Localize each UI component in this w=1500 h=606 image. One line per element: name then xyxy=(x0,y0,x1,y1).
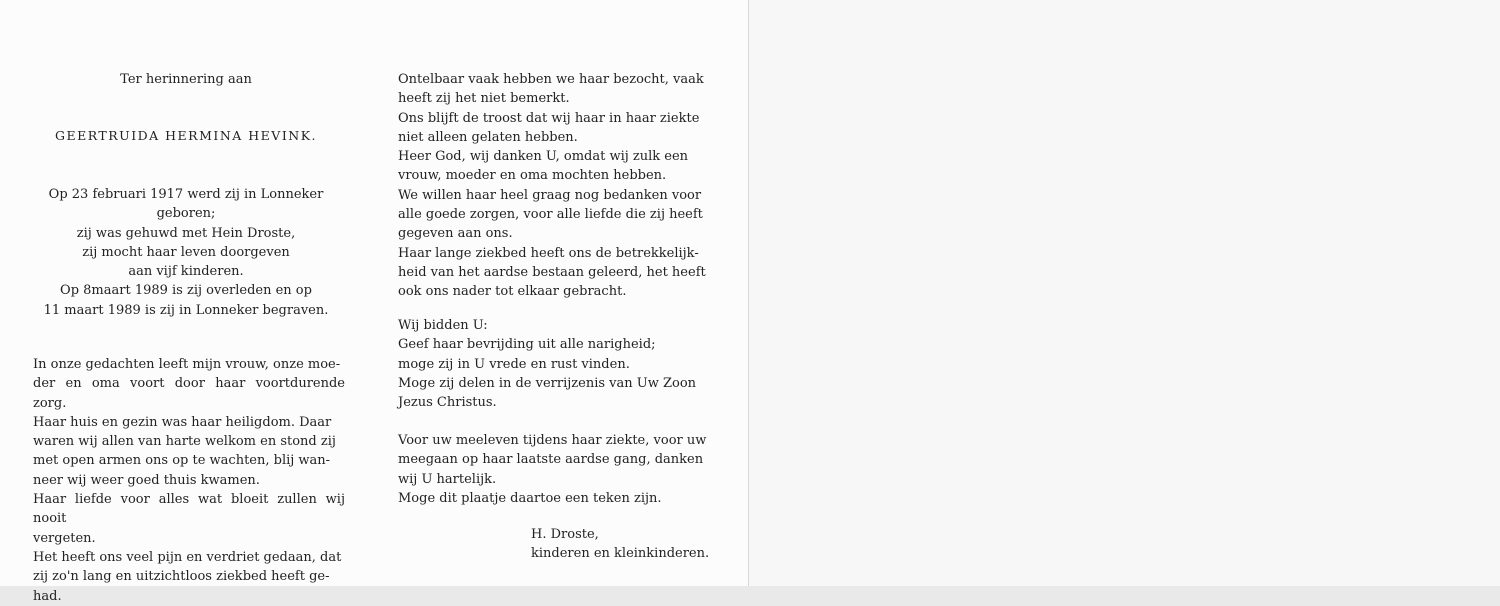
memory-line: zij zo'n lang en uitzichtloos ziekbed heeft ge- xyxy=(33,569,330,585)
bio-line: aan vijf kinderen. xyxy=(128,264,244,280)
paragraph-line: niet alleen gelaten hebben. xyxy=(398,129,578,145)
signature-block xyxy=(531,525,731,564)
paragraph-line: heeft zij het niet bemerkt. xyxy=(398,91,570,107)
bio-line: Op 8maart 1989 is zij overleden en op xyxy=(60,283,312,299)
paragraph-line: ook ons nader tot elkaar gebracht. xyxy=(398,284,627,300)
bio-block xyxy=(0,185,372,320)
thanks-line: Moge dit plaatje daartoe een teken zijn. xyxy=(398,490,662,506)
signature-name: H. Droste, xyxy=(531,527,599,542)
memory-line: waren wij allen van harte welkom en stond zij xyxy=(33,434,336,450)
memory-line: Haar huis en gezin was haar heiligdom. Daar xyxy=(33,414,332,430)
paragraph-line: alle goede zorgen, voor alle liefde die zij heeft xyxy=(398,207,703,223)
intro-heading: Ter herinnering aan xyxy=(120,72,252,87)
ghost-text-column xyxy=(791,70,1121,184)
card-back-page xyxy=(749,0,1500,586)
card-front-page xyxy=(0,0,748,604)
deceased-name: GEERTRUIDA HERMINA HEVINK. xyxy=(54,128,318,143)
prayer-line: Wij bidden U: xyxy=(398,318,488,333)
visit-paragraph xyxy=(398,70,708,302)
memory-line: Het heeft ons veel pijn en verdriet gedaan, dat xyxy=(33,549,342,565)
paragraph-line: Ontelbaar vaak hebben we haar bezocht, vaak xyxy=(398,72,704,87)
bio-line: zij mocht haar leven doorgeven xyxy=(82,244,290,260)
bio-line: 11 maart 1989 is zij in Lonneker begraven. xyxy=(43,302,329,318)
prayer-line: moge zij in U vrede en rust vinden. xyxy=(398,356,630,372)
prayer-line: Geef haar bevrijding uit alle narigheid; xyxy=(398,337,656,353)
bio-line: geboren; xyxy=(156,206,216,222)
thanks-block xyxy=(398,431,708,508)
memory-line: Haar liefde voor alles wat bloeit zullen wij nooit xyxy=(33,492,345,527)
bio-line: zij was gehuwd met Hein Droste, xyxy=(76,225,296,241)
prayer-line: Jezus Christus. xyxy=(398,395,497,411)
paragraph-line: Haar lange ziekbed heeft ons de betrekkelijk- xyxy=(398,245,699,261)
thanks-line: wij U hartelijk. xyxy=(398,471,497,487)
memory-line: der en oma voort door haar voortdurende zorg. xyxy=(33,376,345,411)
paragraph-line: We willen haar heel graag nog bedanken voor xyxy=(398,187,702,203)
memory-line: had. xyxy=(33,588,62,604)
prayer-line: Moge zij delen in de verrijzenis van Uw Zoon xyxy=(398,375,697,391)
paragraph-line: gegeven aan ons. xyxy=(398,226,513,242)
thanks-line: meegaan op haar laatste aardse gang, danken xyxy=(398,452,704,468)
signature-family: kinderen en kleinkinderen. xyxy=(531,546,710,562)
paragraph-line: vrouw, moeder en oma mochten hebben. xyxy=(398,168,667,184)
paragraph-line: heid van het aardse bestaan geleerd, het heeft xyxy=(398,264,706,280)
paragraph-line: Ons blijft de troost dat wij haar in haar ziekte xyxy=(398,110,700,126)
bio-line: Op 23 februari 1917 werd zij in Lonneker xyxy=(48,187,324,202)
memory-line: neer wij weer goed thuis kwamen. xyxy=(33,472,260,488)
prayer-block xyxy=(398,316,708,412)
memory-block xyxy=(33,355,345,606)
paragraph-line: Heer God, wij danken U, omdat wij zulk een xyxy=(398,149,689,165)
memory-line: met open armen ons op te wachten, blij wan- xyxy=(33,453,331,469)
memory-line: In onze gedachten leeft mijn vrouw, onze moe- xyxy=(33,357,341,372)
thanks-line: Voor uw meeleven tijdens haar ziekte, voor uw xyxy=(398,433,707,448)
memory-line: vergeten. xyxy=(33,530,96,546)
